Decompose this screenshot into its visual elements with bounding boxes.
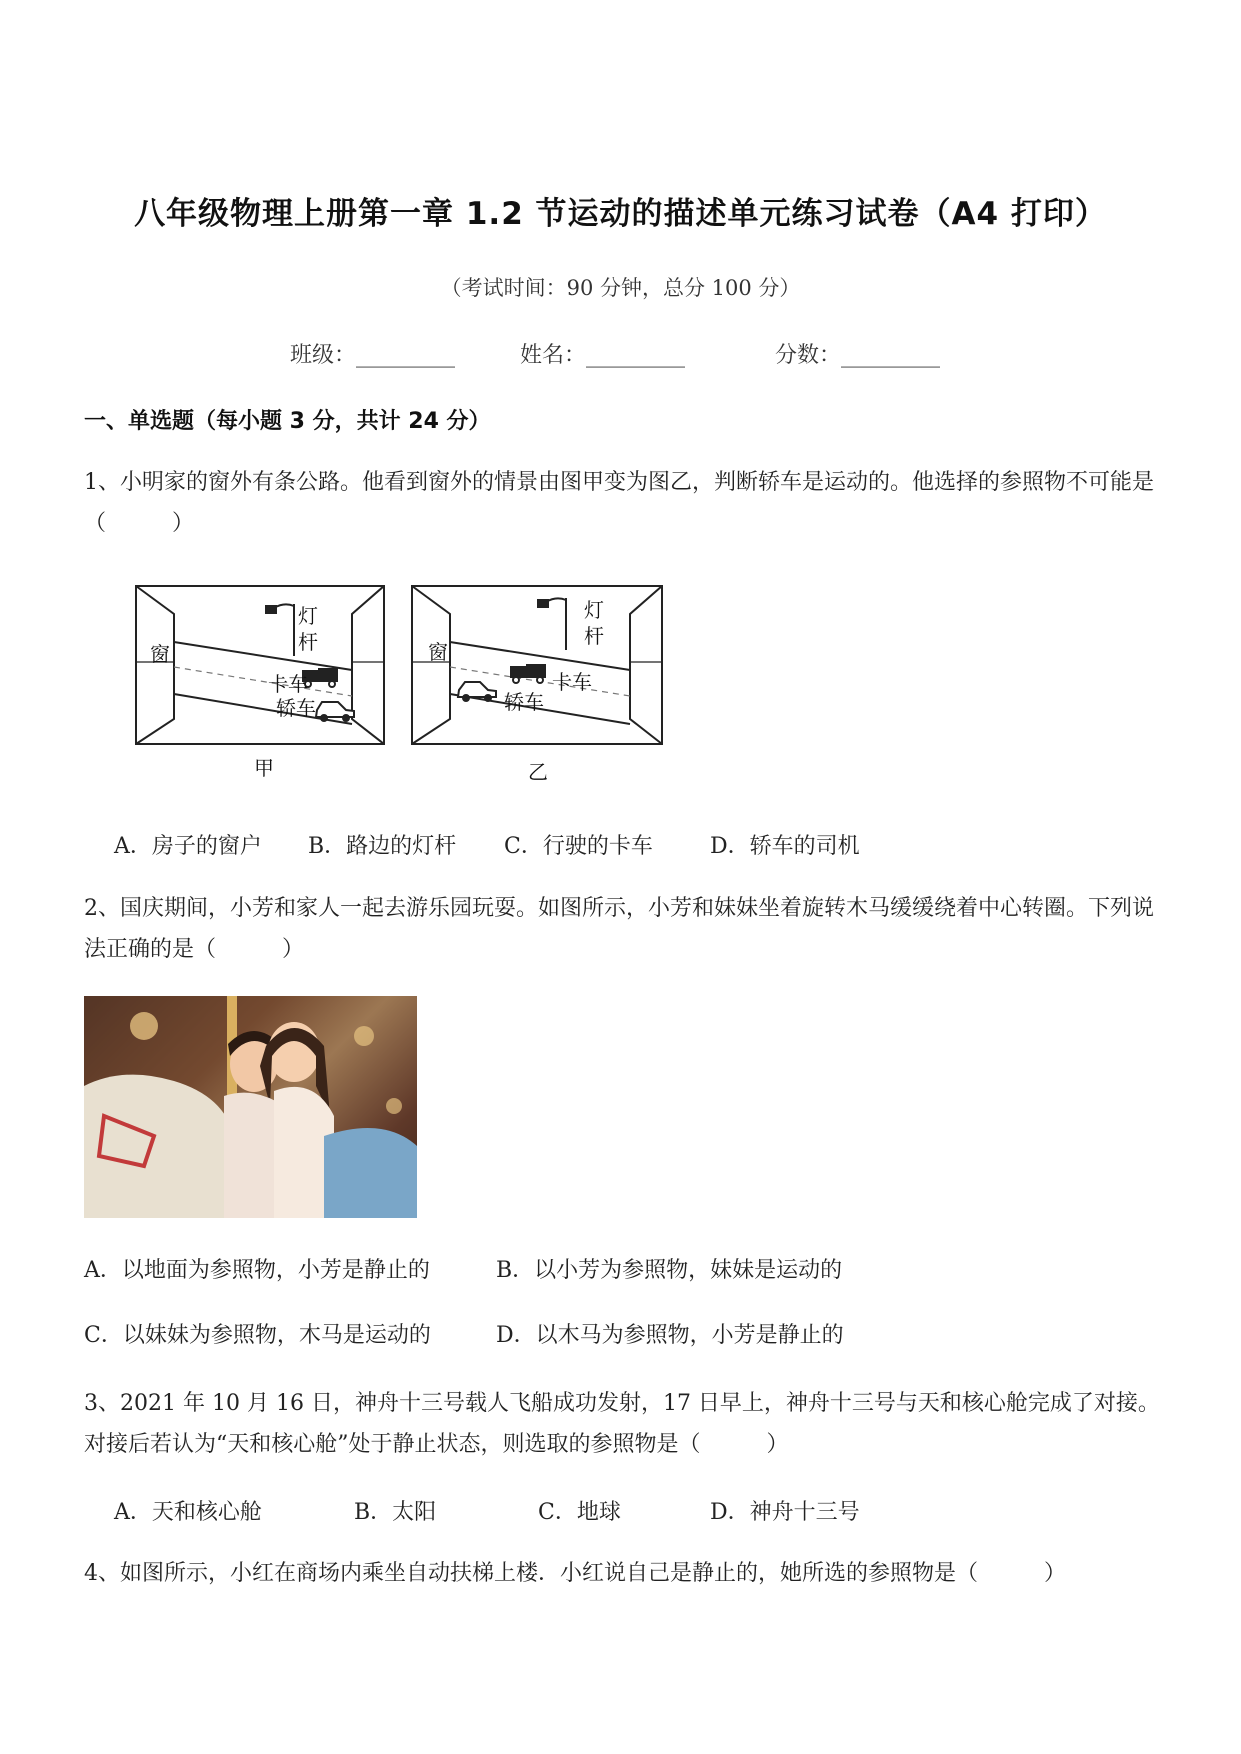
- figure-lamp-label-yi-1: 灯: [584, 598, 604, 622]
- figure-truck-label-jia: 卡车: [268, 672, 308, 696]
- exam-subtitle: （考试时间：90 分钟，总分 100 分）: [440, 276, 801, 300]
- question-3-option-d: D．神舟十三号: [710, 1500, 860, 1525]
- figure-window-label-yi: 窗: [428, 640, 448, 664]
- question-1-option-d: D．轿车的司机: [710, 834, 860, 859]
- question-2-option-d: D．以木马为参照物，小芳是静止的: [496, 1323, 844, 1348]
- question-2-option-b: B．以小芳为参照物，妹妹是运动的: [496, 1258, 843, 1283]
- score-field: 分数：_________: [775, 343, 941, 368]
- question-2-text: 2、国庆期间，小芳和家人一起去游乐园玩耍。如图所示，小芳和妹妹坐着旋转木马缓缓绕着中心转圈。下列说法正确的是（ ）: [84, 896, 1155, 962]
- figure-truck-label-yi: 卡车: [552, 670, 592, 694]
- figure-lamp-label-jia-1: 灯: [298, 604, 318, 628]
- question-3-text: 3、2021 年 10 月 16 日，神舟十三号载人飞船成功发射，17 日早上，神舟十三号与天和核心舱完成了对接。对接后若认为“天和核心舱”处于静止状态，则选取的参照物是（ ）: [84, 1391, 1160, 1457]
- name-field: 姓名：_________: [520, 343, 686, 368]
- question-1-option-c: C．行驶的卡车: [504, 834, 653, 859]
- question-1-text: 1、小明家的窗外有条公路。他看到窗外的情景由图甲变为图乙，判断轿车是运动的。他选择的参照物不可能是（ ）: [84, 470, 1155, 536]
- figure-car-label-jia: 轿车: [276, 696, 316, 720]
- figure-lamp-label-jia-2: 杆: [298, 630, 318, 654]
- question-3-option-a: A．天和核心舱: [114, 1500, 262, 1525]
- question-1-option-b: B．路边的灯杆: [308, 834, 457, 859]
- question-3-option-c: C．地球: [538, 1500, 621, 1525]
- figure-lamp-label-yi-2: 杆: [584, 624, 604, 648]
- question-4-text: 4、如图所示，小红在商场内乘坐自动扶梯上楼．小红说自己是静止的，她所选的参照物是（ ）: [84, 1561, 1067, 1586]
- figure-window-label-jia: 窗: [150, 642, 170, 666]
- class-field: 班级：_________: [290, 343, 456, 368]
- figure-caption-yi: 乙: [528, 760, 548, 784]
- question-2-option-a: A．以地面为参照物，小芳是静止的: [84, 1258, 430, 1283]
- question-3-option-b: B．太阳: [354, 1500, 437, 1525]
- question-1-option-a: A．房子的窗户: [114, 834, 262, 859]
- page-title: 八年级物理上册第一章 1.2 节运动的描述单元练习试卷（A4 打印）: [134, 196, 1107, 232]
- figure-caption-jia: 甲: [254, 756, 274, 780]
- question-2-option-c: C．以妹妹为参照物，木马是运动的: [84, 1323, 431, 1348]
- figure-panel-jia: [136, 586, 384, 744]
- figure-car-label-yi: 轿车: [504, 690, 544, 714]
- section-heading-single-choice: 一、单选题（每小题 3 分，共计 24 分）: [84, 409, 491, 434]
- figure-panel-yi: [412, 586, 662, 744]
- carousel-photo: [84, 996, 417, 1218]
